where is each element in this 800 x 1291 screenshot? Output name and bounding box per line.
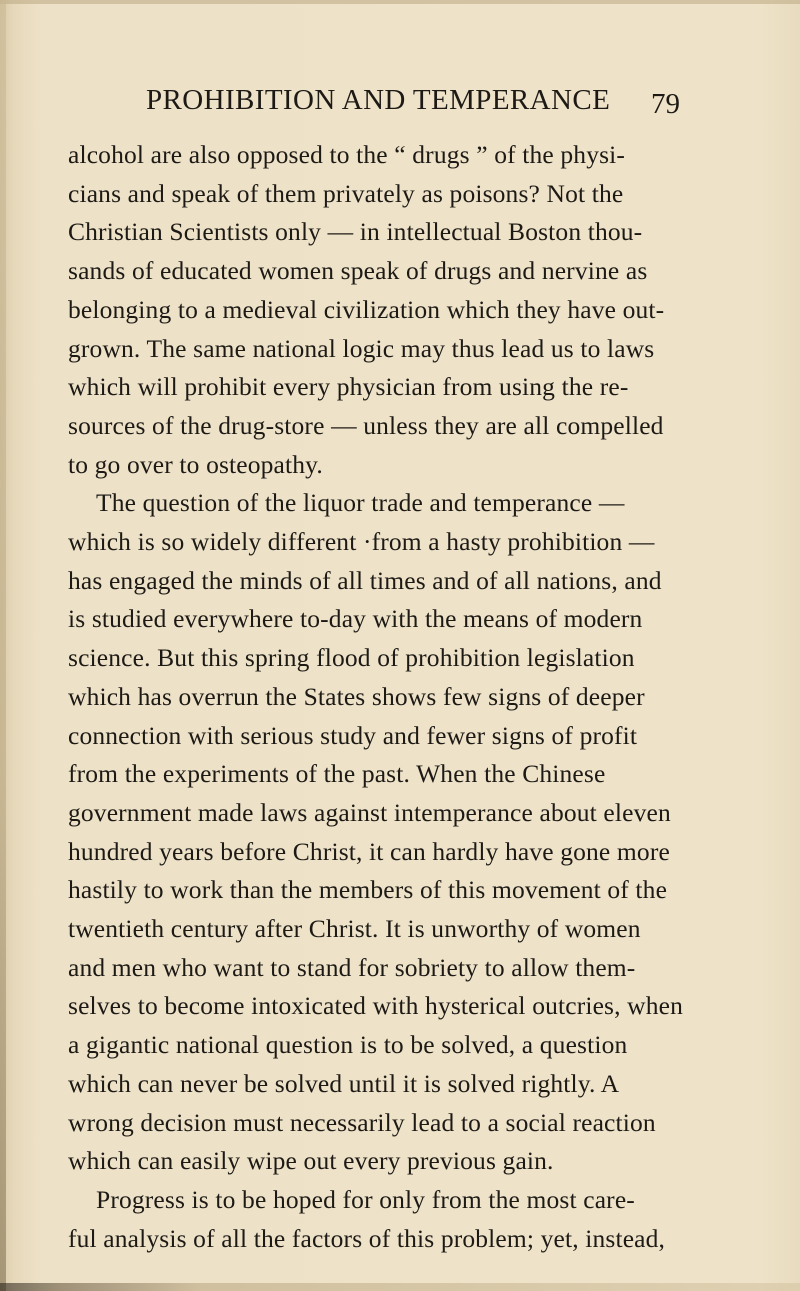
text-line: which can easily wipe out every previous gain. [68,1146,554,1176]
text-line: government made laws against intemperance about eleven [68,797,671,827]
text-line: wrong decision must necessarily lead to a social reaction [68,1107,656,1137]
text-line: has engaged the minds of all times and of all nations, and [68,565,662,595]
text-line: which will prohibit every physician from using the re- [68,372,629,402]
text-line: is studied everywhere to-day with the means of modern [68,604,643,634]
text-line: twentieth century after Christ. It is unworthy of women [68,914,641,943]
page-top-edge [0,0,800,4]
binding-gutter-shadow [0,0,6,1291]
text-line: science. But this spring flood of prohibition legislation [68,643,635,673]
text-line: which is so widely different ·from a hasty prohibition — [68,527,655,556]
text-line: grown. The same national logic may thus lead us to laws [68,333,655,363]
text-line: selves to become intoxicated with hysterical outcries, when [68,991,683,1021]
text-line: which has overrun the States shows few signs of deeper [68,681,645,711]
text-line: cians and speak of them privately as poisons? Not the [68,178,624,208]
text-line: connection with serious study and fewer signs of profit [68,720,638,750]
text-line: a gigantic national question is to be solved, a question [68,1030,628,1060]
running-head: PROHIBITION AND TEMPERANCE [146,84,611,116]
text-line: sources of the drug-store — unless they are all compelled [68,410,664,440]
page-number: 79 [651,88,680,120]
text-line: Christian Scientists only — in intellectual Boston thou- [68,217,643,247]
text-line: ful analysis of all the factors of this problem; yet, instead, [68,1223,666,1253]
text-line: and men who want to stand for sobriety to allow them- [68,952,636,982]
text-line: alcohol are also opposed to the “ drugs ” of the physi- [68,140,626,169]
paragraph-first-line: Progress is to be hoped for only from the most care- [96,1184,635,1214]
text-line: hastily to work than the members of this movement of the [68,875,668,905]
page-header [146,84,680,128]
text-line: hundred years before Christ, it can hardly have gone more [68,836,670,866]
text-line: which can never be solved until it is solved rightly. A [68,1068,620,1098]
text-line: belonging to a medieval civilization which they have out- [68,294,665,324]
paragraph-first-line: The question of the liquor trade and temperance — [96,488,625,518]
text-line: sands of educated women speak of drugs and nervine as [68,256,648,286]
text-line: from the experiments of the past. When the Chinese [68,759,606,789]
text-line: to go over to osteopathy. [68,449,323,479]
page-bottom-edge [0,1283,800,1291]
